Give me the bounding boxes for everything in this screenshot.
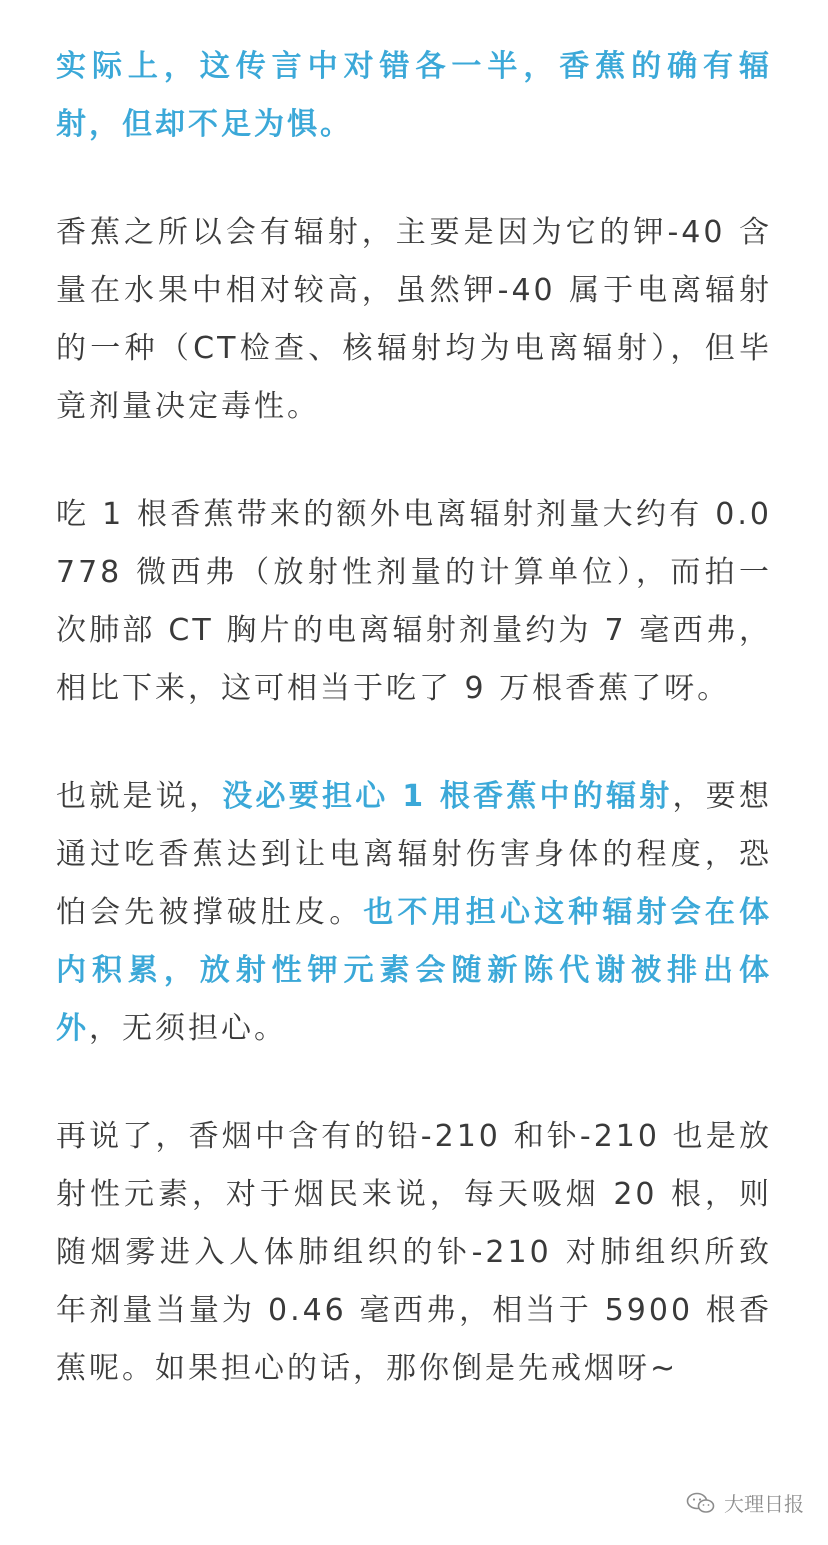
highlight-text: 实际上，这传言中对错各一半，香蕉的确有辐射，但却不足为惧。	[56, 49, 772, 142]
paragraph-text: ，无须担心。	[89, 1011, 287, 1046]
highlight-text: 也不用担心这种辐射会在体内积累，放射性钾元素会随新陈代谢被排出体外	[56, 895, 773, 1046]
paragraph-text: ，要想通过吃香蕉达到让电离辐射伤害身体的程度，恐怕会先被撑破肚皮。	[56, 779, 773, 930]
paragraph-text: 也就是说，	[56, 779, 223, 814]
wechat-icon	[686, 1491, 716, 1515]
highlight-paragraph	[56, 38, 772, 154]
paragraph-potassium: 香蕉之所以会有辐射，主要是因为它的钾-40 含量在水果中相对较高，虽然钾-40 属于电离辐射的一种（CT检查、核辐射均为电离辐射），但毕竟剂量决定毒性。	[56, 215, 772, 424]
article-body	[56, 38, 772, 1448]
paragraph-smoking: 再说了，香烟中含有的铅-210 和钋-210 也是放射性元素，对于烟民来说，每天吸烟 20 根，则随烟雾进入人体肺组织的钋-210 对肺组织所致年剂量当量为 0.46 毫西弗，相当于 5900 根香蕉呢。如果担心的话，那你倒是先戒烟呀~	[56, 1119, 772, 1386]
watermark-label: 大理日报	[724, 1492, 804, 1516]
paragraph-no-worry	[56, 768, 772, 1058]
watermark	[686, 1488, 804, 1517]
paragraph-dose-comparison: 吃 1 根香蕉带来的额外电离辐射剂量大约有 0.0778 微西弗（放射性剂量的计算单位），而拍一次肺部 CT 胸片的电离辐射剂量约为 7 毫西弗，相比下来，这可相当于吃了 9 万根香蕉了呀。	[56, 497, 772, 706]
highlight-text: 没必要担心 1 根香蕉中的辐射	[222, 779, 673, 814]
